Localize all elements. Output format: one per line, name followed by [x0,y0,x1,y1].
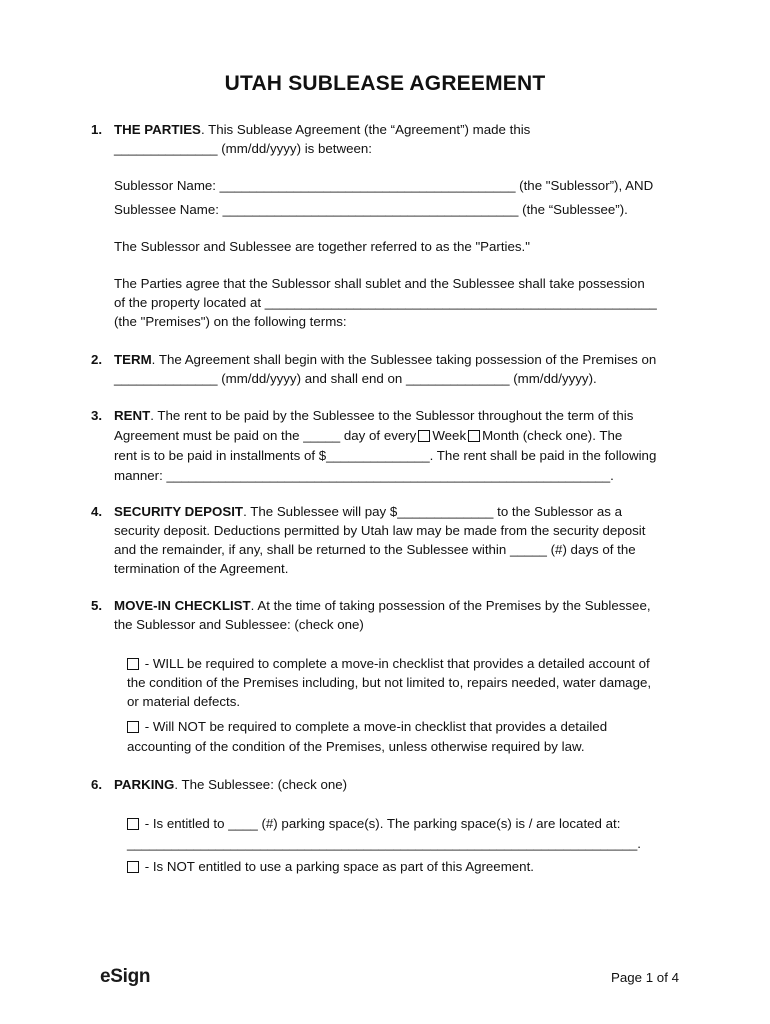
option-text: - Will NOT be required to complete a move-in checklist that provides a detailed [141,719,608,734]
parking-not-entitled-checkbox[interactable] [127,861,139,873]
parties-text: The Sublessor and Sublessee are together referred to as the "Parties." [114,239,530,254]
checklist-will-checkbox[interactable] [127,658,139,670]
section-heading: SECURITY DEPOSIT [114,504,244,519]
checklist-option-will [127,654,650,674]
section-number: 1. [91,122,103,137]
month-label: Month (check one). The [482,428,623,443]
section-number: 5. [91,598,103,613]
document-title: UTAH SUBLEASE AGREEMENT [224,72,546,95]
section-2-line [114,350,656,370]
section-text: . This Sublease Agreement (the “Agreement”) made this [200,122,531,137]
parking-location-field[interactable]: _____________________________________________________________________. [127,836,641,851]
deposit-text: termination of the Agreement. [114,561,289,576]
parking-option-not-entitled [127,857,534,877]
section-number: 6. [91,777,103,792]
section-heading: THE PARTIES [114,122,201,137]
sublessor-name-field[interactable]: Sublessor Name: ________________________________________ (the "Sublessor”), AND [114,178,654,193]
section-text: . At the time of taking possession of the Premises by the Sublessee, [250,598,651,613]
section-4-line [114,502,622,522]
possession-text: The Parties agree that the Sublessor shall sublet and the Sublessee shall take possession [114,276,645,291]
checklist-option-will-not [127,717,607,737]
section-heading: RENT [114,408,151,423]
section-heading: MOVE-IN CHECKLIST [114,598,251,613]
deposit-text: security deposit. Deductions permitted by Utah law may be made from the security deposit [114,523,646,538]
term-dates-field[interactable]: ______________ (mm/dd/yyyy) and shall end on ______________ (mm/dd/yyyy). [114,371,597,386]
section-number: 3. [91,408,103,423]
effective-date-field[interactable]: ______________ (mm/dd/yyyy) is between: [114,141,372,156]
parking-entitled-checkbox[interactable] [127,818,139,830]
section-text: . The Agreement shall begin with the Sublessee taking possession of the Premises on [151,352,657,367]
week-label: Week [432,428,467,443]
section-number: 2. [91,352,103,367]
option-text: the condition of the Premises including, but not limited to, repairs needed, water damage, [127,675,652,690]
rent-day-field[interactable]: Agreement must be paid on the _____ day of every [114,428,417,443]
page-number: Page 1 of 4 [610,970,679,985]
option-text: accounting of the condition of the Premises, unless otherwise required by law. [127,739,585,754]
premises-text: (the "Premises") on the following terms: [114,314,347,329]
rent-frequency-line [114,426,622,446]
property-address-field[interactable]: of the property located at _____________________________________________________ [114,295,657,310]
month-checkbox[interactable] [468,430,480,442]
rent-amount-field[interactable]: rent is to be paid in installments of $______________. The rent shall be paid in the following [114,448,657,463]
option-text: - WILL be required to complete a move-in checklist that provides a detailed account of [141,656,650,671]
section-text: . The rent to be paid by the Sublessee to the Sublessor throughout the term of this [150,408,634,423]
option-text: - Is NOT entitled to use a parking space as part of this Agreement. [141,859,534,874]
payment-manner-field[interactable]: manner: ____________________________________________________________. [114,468,614,483]
section-1-line [114,120,530,140]
deposit-amount-field[interactable]: . The Sublessee will pay $_____________ to the Sublessor as a [243,504,623,519]
parking-option-entitled [127,814,620,834]
sublessee-name-field[interactable]: Sublessee Name: ________________________________________ (the “Sublessee”). [114,202,628,217]
section-6-line [114,775,347,795]
section-text: the Sublessor and Sublessee: (check one) [114,617,364,632]
section-text: . The Sublessee: (check one) [174,777,348,792]
option-text: or material defects. [127,694,241,709]
section-number: 4. [91,504,103,519]
deposit-return-days-field[interactable]: and the remainder, if any, shall be returned to the Sublessee within _____ (#) days of the [114,542,636,557]
section-heading: TERM [114,352,152,367]
checklist-will-not-checkbox[interactable] [127,721,139,733]
esign-logo: eSign [100,966,151,987]
section-3-line [114,406,633,426]
parking-spaces-field[interactable]: - Is entitled to ____ (#) parking space(s). The parking space(s) is / are located at: [141,816,621,831]
week-checkbox[interactable] [418,430,430,442]
section-heading: PARKING [114,777,175,792]
section-5-line [114,596,651,616]
